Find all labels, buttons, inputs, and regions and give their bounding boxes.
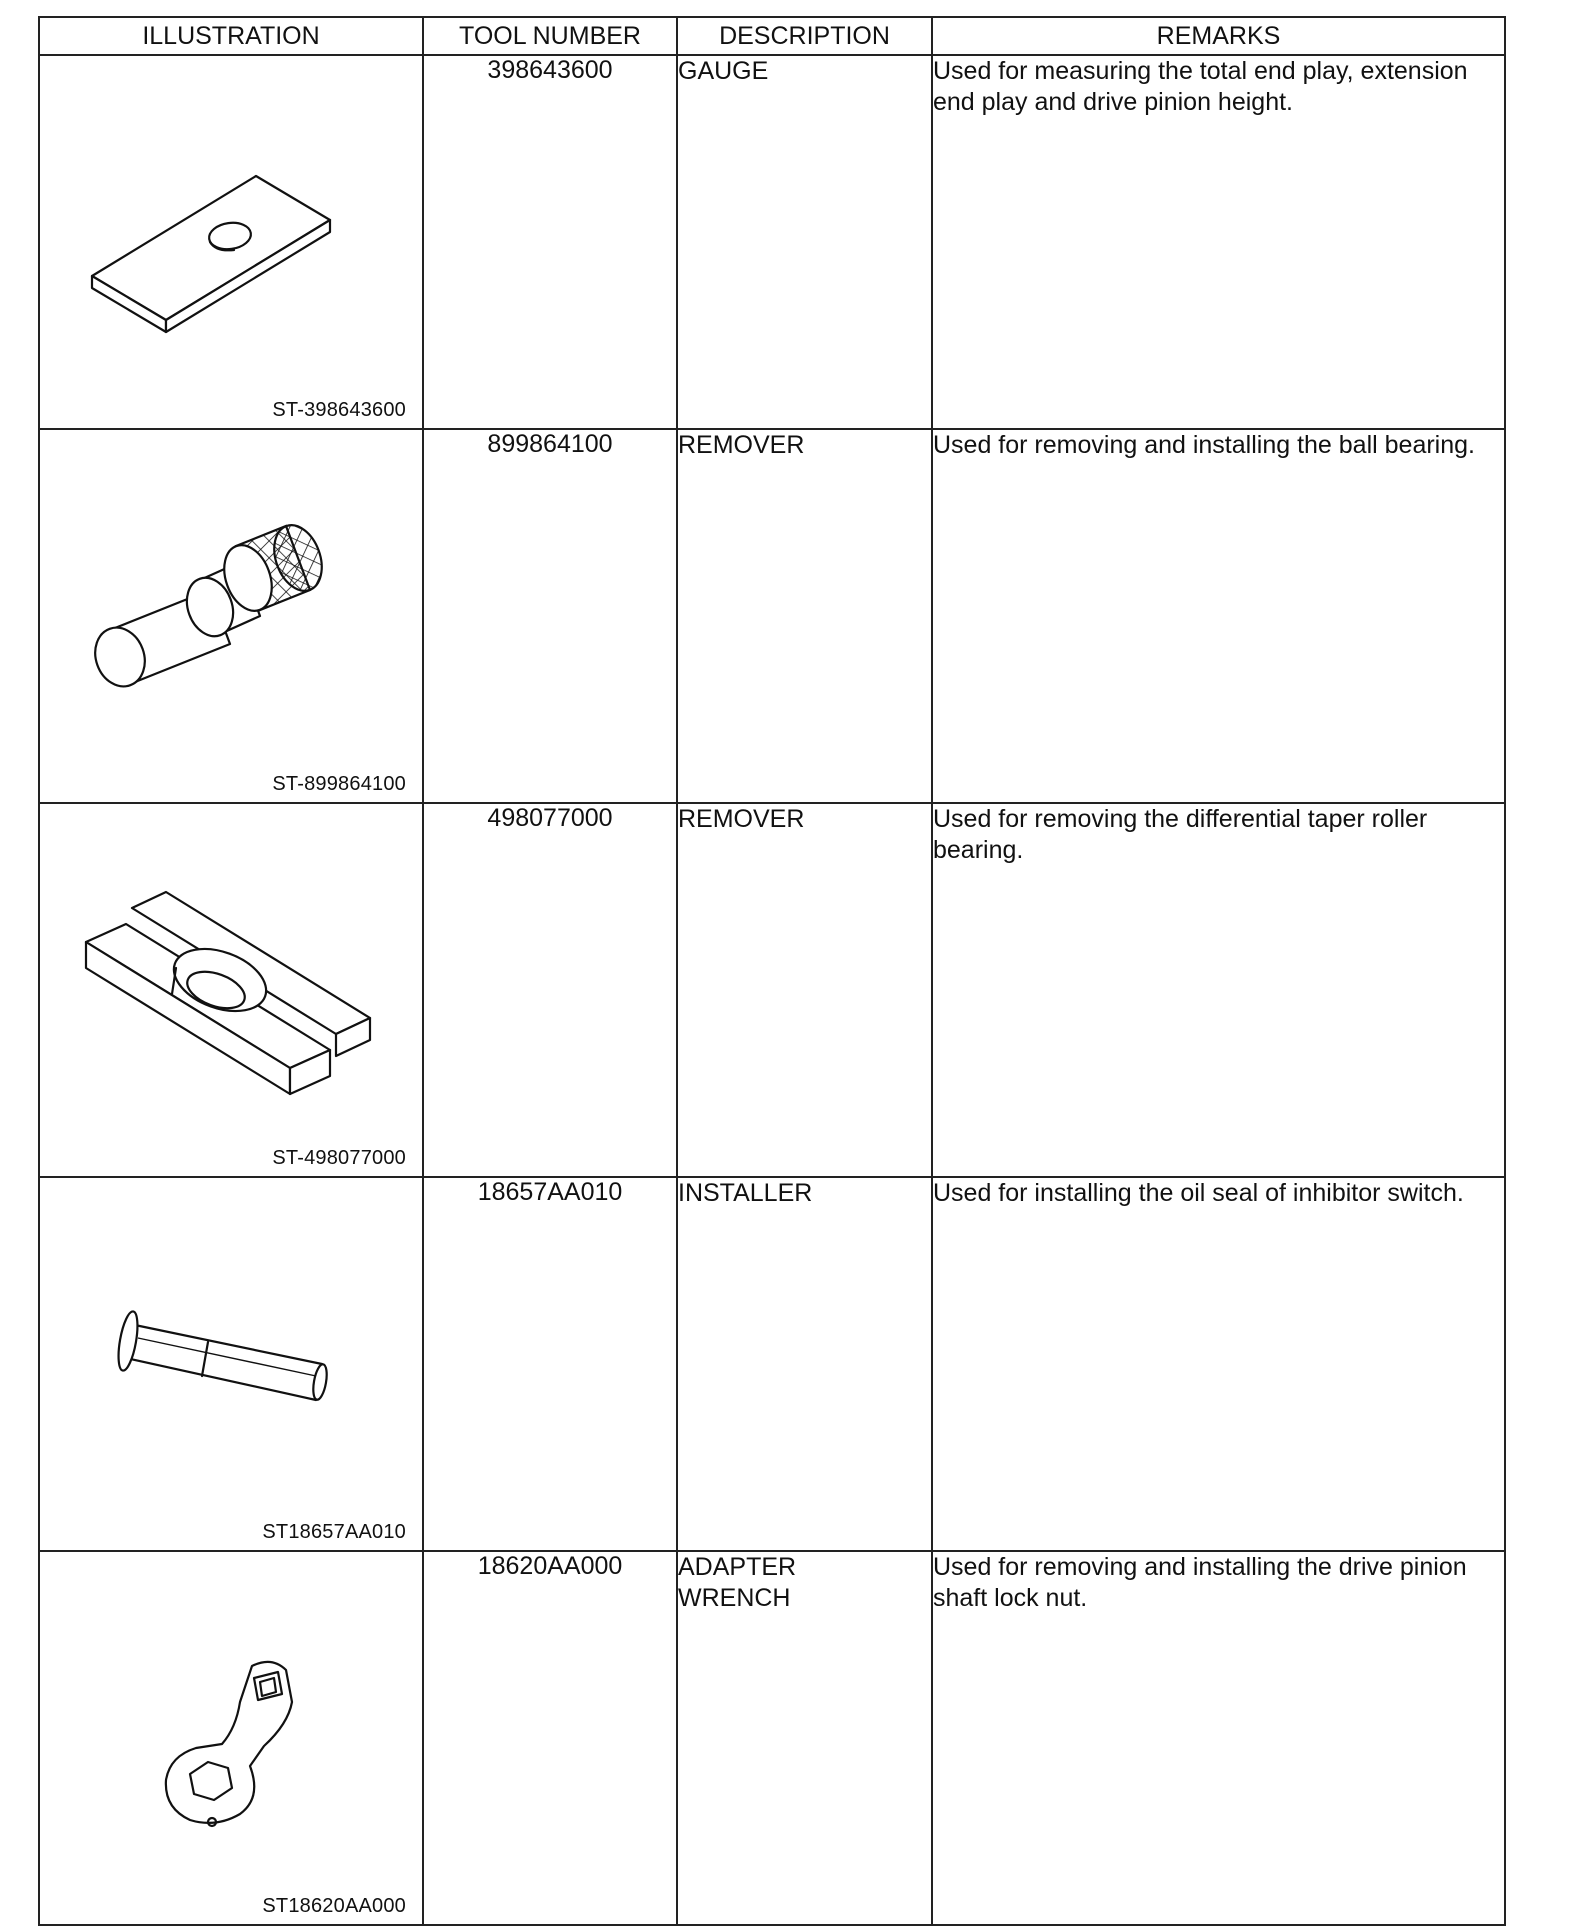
tool-remarks (932, 1177, 1505, 1551)
tool-description (677, 55, 932, 429)
installer-tube-icon (40, 1178, 424, 1550)
tool-remarks (932, 803, 1505, 1177)
table-row (39, 803, 1505, 1177)
remarks-line: Used for removing and installing the ball bearing. (933, 431, 1475, 459)
illustration-cell (39, 429, 423, 803)
illustration-cell (39, 803, 423, 1177)
illustration-code: ST-398643600 (272, 399, 406, 421)
tool-number: 18620AA000 (423, 1551, 677, 1925)
remarks-line: bearing. (933, 836, 1024, 864)
table-row (39, 1551, 1505, 1925)
tool-number: 18657AA010 (423, 1177, 677, 1551)
header-row (39, 17, 1505, 55)
tool-description (677, 1551, 932, 1925)
split-block-remover-icon (40, 804, 424, 1176)
header-remarks: REMARKS (932, 17, 1505, 55)
remover-knurled-icon (40, 430, 424, 802)
tool-remarks (932, 55, 1505, 429)
remarks-line: end play and drive pinion height. (933, 88, 1293, 116)
remarks-line: Used for removing and installing the drive pinion (933, 1553, 1467, 1581)
header-tool-number: TOOL NUMBER (423, 17, 677, 55)
tool-remarks (932, 1551, 1505, 1925)
description-line: REMOVER (678, 431, 805, 459)
illustration-code: ST18657AA010 (262, 1521, 406, 1543)
header-illustration: ILLUSTRATION (39, 17, 423, 55)
illustration-code: ST-899864100 (272, 773, 406, 795)
remarks-line: Used for removing the differential taper roller (933, 805, 1428, 833)
gauge-plate-icon (40, 56, 424, 428)
description-line: REMOVER (678, 805, 805, 833)
adapter-wrench-icon (40, 1552, 424, 1924)
special-tools-table (38, 16, 1506, 1926)
remarks-line: Used for installing the oil seal of inhibitor switch. (933, 1179, 1464, 1207)
illustration-code: ST-498077000 (272, 1147, 406, 1169)
tool-number: 498077000 (423, 803, 677, 1177)
table-row (39, 55, 1505, 429)
illustration-cell (39, 55, 423, 429)
tool-number: 899864100 (423, 429, 677, 803)
description-line: WRENCH (678, 1584, 791, 1612)
tool-description (677, 803, 932, 1177)
description-line: INSTALLER (678, 1179, 813, 1207)
description-line: GAUGE (678, 57, 769, 85)
remarks-line: Used for measuring the total end play, extension (933, 57, 1468, 85)
description-line: ADAPTER (678, 1553, 797, 1581)
illustration-cell (39, 1551, 423, 1925)
header-description: DESCRIPTION (677, 17, 932, 55)
table-row (39, 1177, 1505, 1551)
table-row (39, 429, 1505, 803)
tool-number: 398643600 (423, 55, 677, 429)
illustration-cell (39, 1177, 423, 1551)
tool-description (677, 429, 932, 803)
illustration-code: ST18620AA000 (262, 1895, 406, 1917)
remarks-line: shaft lock nut. (933, 1584, 1088, 1612)
tool-remarks (932, 429, 1505, 803)
tool-description (677, 1177, 932, 1551)
